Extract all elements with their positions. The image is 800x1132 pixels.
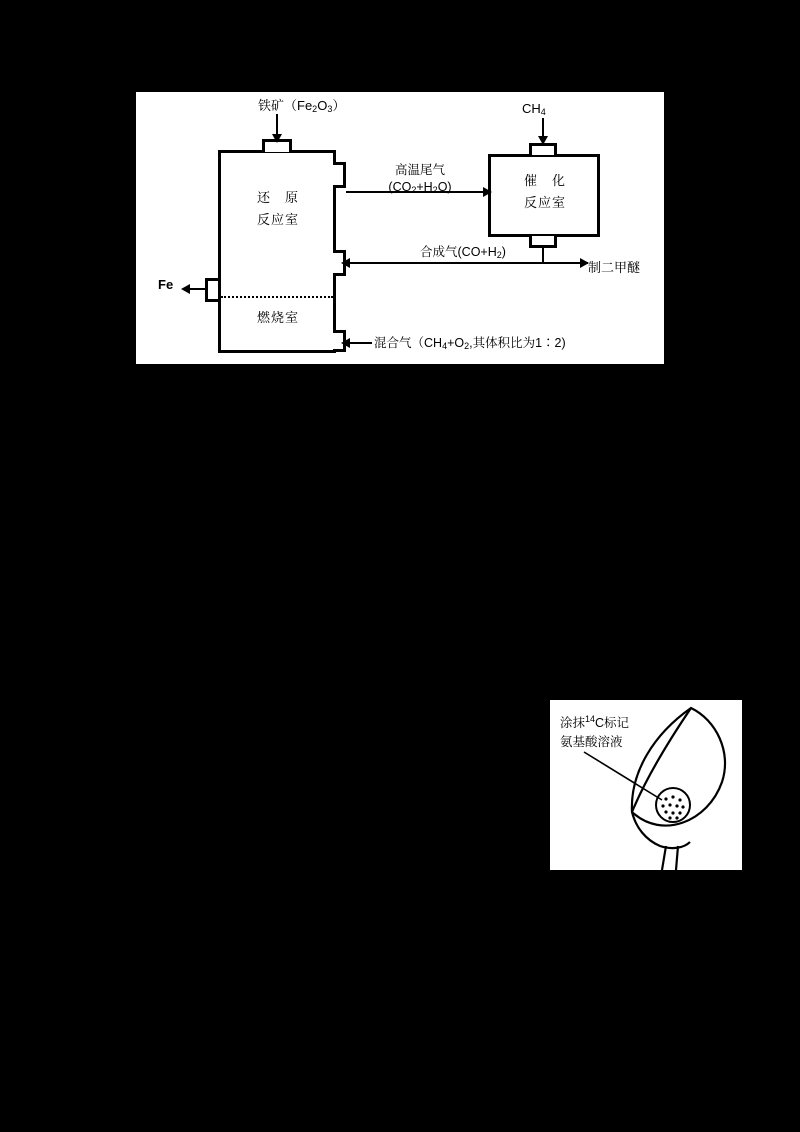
tailgas-label	[360, 162, 480, 199]
leaf-petiole-right	[676, 846, 678, 870]
combustion-chamber-label	[222, 307, 334, 329]
ch4-inlet-label: $CH_4$	[522, 101, 546, 117]
leaf-label-line2: 氨基酸溶液	[560, 735, 623, 749]
ore-inlet-arrowhead	[272, 134, 282, 143]
dme-label: 制二甲醚	[588, 260, 641, 275]
tailgas-label-line1: 高温尾气	[394, 163, 445, 177]
combustion-chamber-label-line1: 燃烧室	[256, 310, 299, 325]
chamber-divider	[221, 296, 333, 298]
mixedgas-arrowhead	[341, 338, 350, 348]
iron-outlet-nozzle	[205, 278, 218, 302]
reduction-chamber-label	[222, 187, 334, 231]
leaf-midrib	[632, 708, 691, 812]
leaf-diagram	[550, 700, 742, 870]
leaf-label	[560, 710, 629, 752]
treated-spot-stipple	[661, 795, 684, 819]
leaf-petiole-left	[662, 846, 666, 870]
syngas-to-reactor-arrowhead	[341, 258, 350, 268]
ore-inlet-label: 铁矿$(Fe_2O_3)$	[258, 98, 346, 114]
reactor-flow-diagram	[136, 92, 664, 364]
tailgas-label-line2: $(CO_2+H_2O)$	[388, 180, 452, 195]
catalytic-chamber-label-line1: 催 化	[523, 173, 566, 188]
tailgas-outlet-nozzle	[333, 162, 346, 188]
iron-outlet-arrowhead	[181, 284, 190, 294]
reduction-chamber-label-line1: 还 原	[256, 190, 299, 205]
iron-label: Fe	[158, 277, 174, 292]
ch4-inlet-line	[542, 118, 544, 138]
syngas-outlet-nozzle	[529, 236, 557, 248]
iron-outlet-line	[188, 288, 208, 290]
mixedgas-line	[348, 342, 372, 344]
ch4-inlet-arrowhead	[538, 136, 548, 145]
mixedgas-label: 混合气（$CH_4+O_2$,其体积比为1∶2)	[374, 336, 566, 351]
tailgas-arrowhead	[483, 187, 492, 197]
catalytic-chamber-label	[491, 170, 599, 214]
treated-spot-circle	[656, 788, 690, 822]
leaf-label-line1: 涂抹$^{14}$C标记	[560, 714, 630, 730]
catalytic-chamber-label-line2: 反应室	[523, 195, 566, 210]
syngas-label: 合成气$(CO+H_2)$	[420, 245, 506, 260]
reduction-chamber-label-line2: 反应室	[256, 212, 299, 227]
